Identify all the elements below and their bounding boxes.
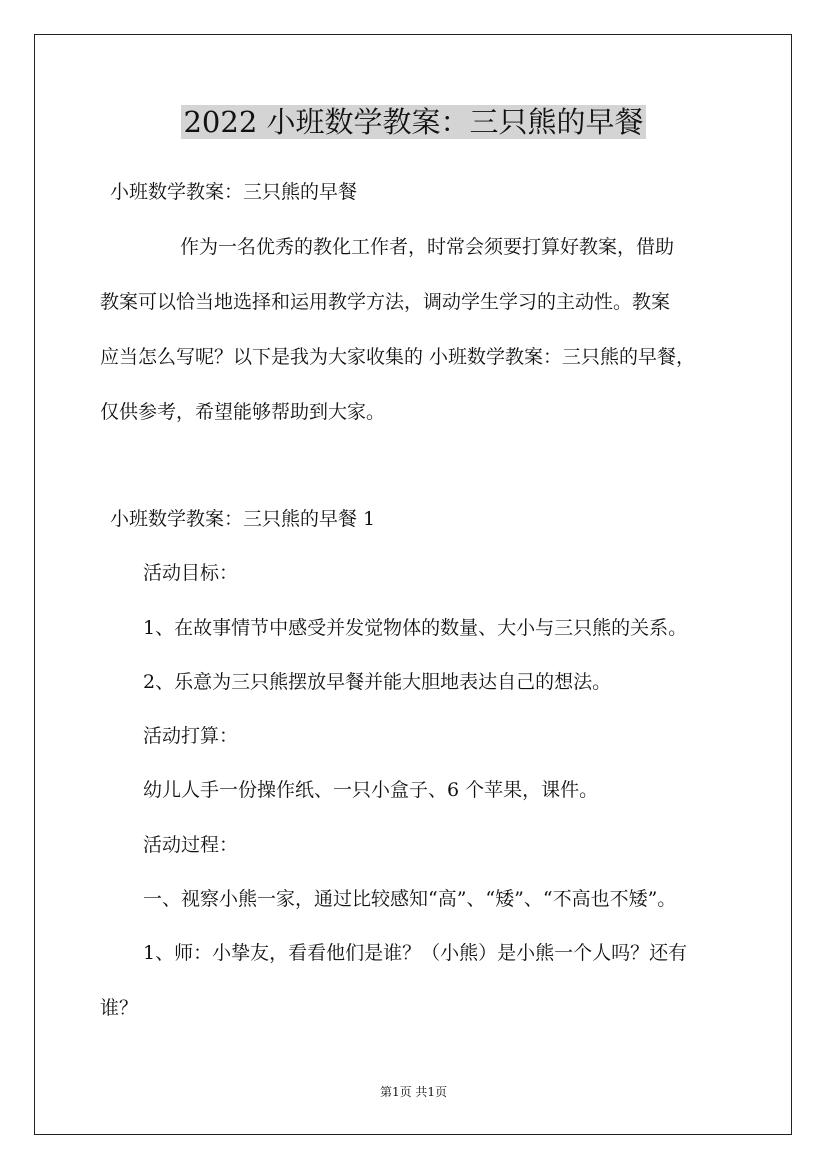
intro-line-2: 教案可以恰当地选择和运用教学方法，调动学生学习的主动性。教案 <box>100 291 671 313</box>
intro-line-3: 应当怎么写呢？以下是我为大家收集的 小班数学教案：三只熊的早餐， <box>100 346 696 368</box>
body-line-step-1-1-cont: 谁？ <box>100 997 139 1019</box>
body-line-materials: 幼儿人手一份操作纸、一只小盒子、6 个苹果，课件。 <box>143 779 599 801</box>
body-line-preparation: 活动打算： <box>143 725 239 747</box>
document-subtitle: 小班数学教案：三只熊的早餐 <box>110 181 358 203</box>
intro-line-1: 作为一名优秀的教化工作者，时常会须要打算好教案，借助 <box>180 236 675 258</box>
section-heading: 小班数学教案：三只熊的早餐 1 <box>110 508 376 530</box>
body-line-step-1: 一、视察小熊一家，通过比较感知“高”、“矮”、“不高也不矮”。 <box>143 888 677 910</box>
body-line-step-1-1: 1、师：小挚友，看看他们是谁？（小熊）是小熊一个人吗？还有 <box>143 942 688 964</box>
document-title-text: 2022 小班数学教案：三只熊的早餐 <box>183 105 644 139</box>
body-line-activity-goals: 活动目标： <box>143 562 239 584</box>
body-line-goal-2: 2、乐意为三只熊摆放早餐并能大胆地表达自己的想法。 <box>143 671 612 693</box>
body-line-goal-1: 1、在故事情节中感受并发觉物体的数量、大小与三只熊的关系。 <box>143 617 688 639</box>
body-line-process: 活动过程： <box>143 834 239 856</box>
page-footer: 第1页 共1页 <box>379 1085 448 1099</box>
intro-line-4: 仅供参考，希望能够帮助到大家。 <box>100 401 386 423</box>
document-title <box>0 100 827 144</box>
